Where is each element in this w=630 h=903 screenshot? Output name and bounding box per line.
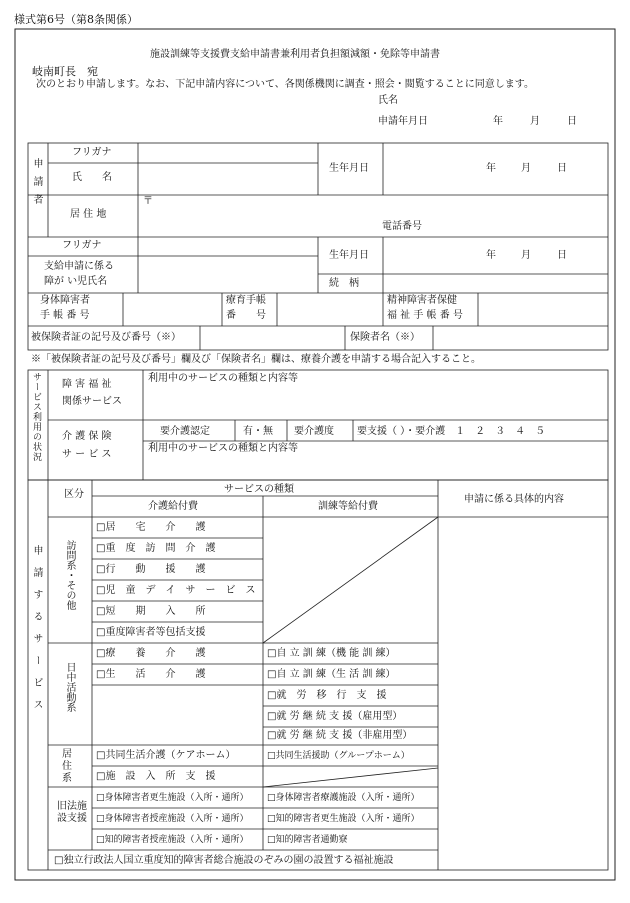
kaigo-header: 介護給付費 — [148, 501, 198, 512]
care-degree-label: 要介護度 — [294, 426, 334, 437]
res-group-label-c: 系 — [62, 773, 72, 784]
service-checkbox-old-kaigo-1[interactable]: □身体障害者更生施設（入所・通所） — [96, 793, 249, 803]
service-checkbox-day-kunren-5[interactable]: □就 労 継 続 支 援（非雇用型） — [267, 730, 413, 741]
usage-section-label: サービス利用の状況 — [31, 372, 41, 462]
services-section-label: 申請するサービス — [31, 545, 42, 721]
addressee: 岐南町長 宛 — [32, 65, 98, 78]
service-checkbox-old-kaigo-2[interactable]: □身体障害者授産施設（入所・通所） — [96, 814, 249, 824]
service-checkbox-day-kaigo-1[interactable]: □療 養 介 護 — [96, 648, 206, 659]
service-checkbox-day-kunren-3[interactable]: □就 労 移 行 支 援 — [267, 690, 387, 701]
applicant-birth-year: 年 — [486, 163, 496, 174]
insurance-note: ※「被保険者証の記号及び番号」欄及び「保険者名」欄は、療養介護を申請する場合記入すること。 — [31, 354, 481, 365]
apply-date-day: 日 — [567, 116, 577, 127]
applicant-birth-label: 生年月日 — [329, 163, 369, 174]
applicant-furigana-label: フリガナ — [72, 147, 112, 158]
service-checkbox-visit-2[interactable]: □重 度 訪 問 介 護 — [96, 543, 216, 554]
care-label-1: 介 護 保 険 — [62, 431, 112, 442]
care-level-label: 要介護認定 — [160, 426, 210, 437]
applicant-address-label: 居 住 地 — [70, 209, 107, 220]
insurer-name-label: 保険者名（※） — [350, 332, 420, 343]
applicant-section-label: 申請者 — [31, 158, 42, 212]
postal-mark: 〒 — [143, 196, 153, 207]
day-group-label: 日中活動系 — [64, 662, 75, 712]
kubun-label: 区分 — [64, 489, 84, 500]
child-birth-year: 年 — [486, 250, 496, 261]
service-checkbox-visit-4[interactable]: □児 童 デ イ サ ー ビ ス — [96, 585, 256, 596]
child-name-label-2: 障が い児氏名 — [44, 276, 108, 287]
kunren-header: 訓練等給付費 — [318, 501, 378, 512]
ryoiku-notebook-label-1: 療育手帳 — [226, 295, 266, 306]
care-degree-value: 要支援（ ）・要介護 １ ２ ３ ４ ５ — [357, 426, 546, 437]
service-checkbox-day-kunren-2[interactable]: □自 立 訓 練（生 活 訓 練） — [267, 669, 396, 680]
care-detail-label: 利用中のサービスの種類と内容等 — [148, 443, 298, 454]
ryoiku-notebook-label-2: 番 号 — [226, 310, 266, 321]
child-name-label-1: 支給申請に係る — [44, 261, 114, 272]
mental-notebook-label-2: 福 祉 手 帳 番 号 — [387, 310, 463, 321]
service-checkbox-old-kunren-2[interactable]: □知的障害者更生施設（入所・通所） — [267, 814, 420, 824]
welfare-label-2: 関係サービス — [62, 396, 122, 407]
service-checkbox-visit-3[interactable]: □行 動 援 護 — [96, 564, 206, 575]
form-title: 施設訓練等支援費支給申請書兼利用者負担額減額・免除等申請書 — [150, 49, 440, 60]
physical-notebook-label-2: 手 帳 番 号 — [40, 310, 90, 321]
physical-notebook-label-1: 身体障害者 — [40, 295, 90, 306]
service-checkbox-visit-6[interactable]: □重度障害者等包括支援 — [96, 627, 206, 638]
service-checkbox-nozomi[interactable]: □独立行政法人国立重度知的障害者総合施設のぞみの園の設置する福祉施設 — [54, 855, 394, 866]
welfare-detail-label: 利用中のサービスの種類と内容等 — [148, 373, 298, 384]
service-checkbox-visit-1[interactable]: □居 宅 介 護 — [96, 522, 206, 533]
insurance-number-label: 被保険者証の記号及び番号（※） — [31, 332, 181, 343]
old-group-label: 旧法施設支援 — [57, 801, 87, 824]
care-yesno: 有・無 — [243, 426, 273, 437]
apply-date-label: 申請年月日 — [378, 116, 428, 127]
child-birth-day: 日 — [557, 250, 567, 261]
service-checkbox-old-kunren-1[interactable]: □身体障害者療護施設（入所・通所） — [267, 793, 420, 803]
applicant-birth-day: 日 — [557, 163, 567, 174]
welfare-label-1: 障 害 福 祉 — [62, 379, 112, 390]
child-birth-label: 生年月日 — [329, 250, 369, 261]
applicant-name-label: 氏 名 — [72, 172, 112, 183]
service-checkbox-old-kunren-3[interactable]: □知的障害者通勤寮 — [267, 835, 348, 845]
res-group-label-b: 住 — [62, 761, 72, 772]
child-furigana-label: フリガナ — [62, 240, 102, 251]
detail-header: 申請に係る具体的内容 — [464, 494, 564, 505]
res-group-label-a: 居 — [62, 749, 72, 760]
service-checkbox-day-kunren-1[interactable]: □自 立 訓 練（機 能 訓 練） — [267, 648, 396, 659]
form-number: 様式第6号（第8条関係） — [14, 13, 138, 26]
apply-date-month: 月 — [530, 116, 540, 127]
relation-label: 続 柄 — [329, 278, 359, 289]
service-checkbox-day-kunren-4[interactable]: □就 労 継 続 支 援（雇用型） — [267, 711, 403, 722]
child-birth-month: 月 — [521, 250, 531, 261]
service-checkbox-old-kaigo-3[interactable]: □知的障害者授産施設（入所・通所） — [96, 835, 249, 845]
service-type-header: サービスの種類 — [224, 484, 294, 495]
intro-text: 次のとおり申請します。なお、下記申請内容について、各関係機関に調査・照会・閲覧することに同意します。 — [36, 79, 534, 90]
service-checkbox-res-kaigo-2[interactable]: □施 設 入 所 支 援 — [96, 771, 216, 782]
apply-date-year: 年 — [493, 116, 503, 127]
service-checkbox-res-kaigo-1[interactable]: □共同生活介護（ケアホーム） — [96, 750, 236, 761]
visit-group-label: 訪問系・その他 — [64, 540, 75, 610]
phone-label: 電話番号 — [382, 221, 422, 232]
service-checkbox-visit-5[interactable]: □短 期 入 所 — [96, 606, 206, 617]
header-name-label: 氏名 — [378, 95, 398, 106]
service-checkbox-day-kaigo-2[interactable]: □生 活 介 護 — [96, 669, 206, 680]
service-checkbox-res-kunren-1[interactable]: □共同生活援助（グループホーム） — [267, 751, 410, 761]
care-label-2: サ ー ビ ス — [62, 449, 112, 460]
applicant-birth-month: 月 — [521, 163, 531, 174]
mental-notebook-label-1: 精神障害者保健 — [387, 295, 457, 306]
